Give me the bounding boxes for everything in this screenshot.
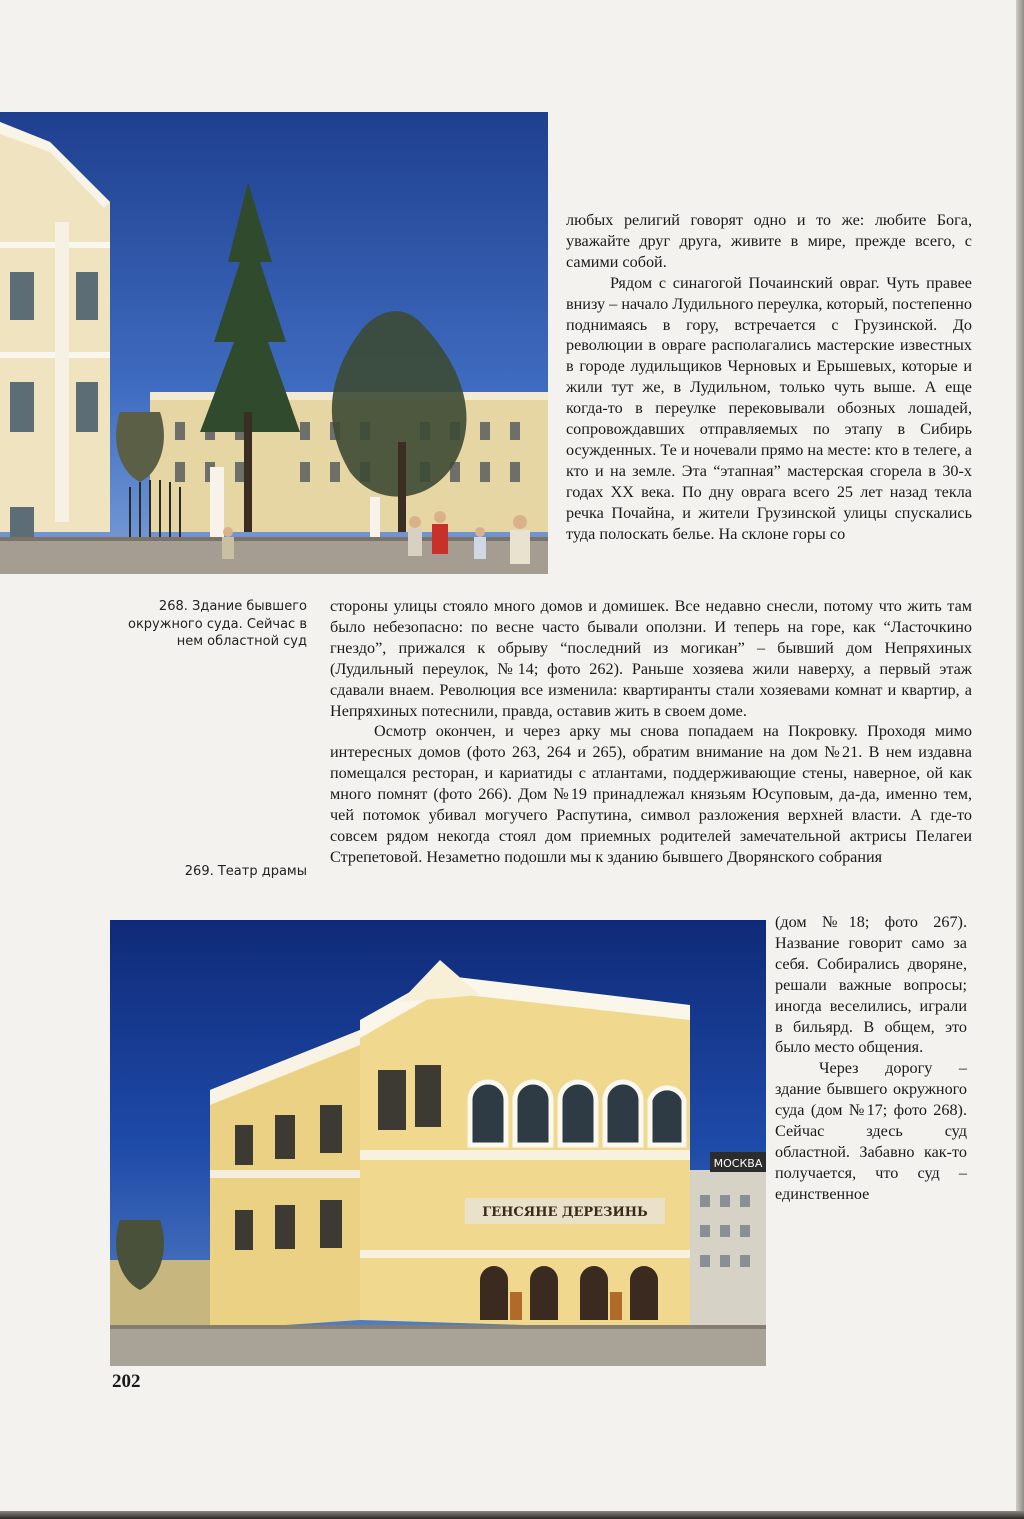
page-edge-shadow — [1016, 0, 1024, 1519]
paragraph-pochainsky-ravine: Рядом с синагогой Почаинский овраг. Чуть правее внизу – начало Лудильного переулка, который, постепенно поднимаясь в гору, встречается с Грузинской. До революции в овраге располагались мастерские известных в городе лудильщиков Черновых и Ерышевых, которые и жили тут же, в Лудильном, только чуть выше. А еще когда-то в переулке перековывали обозных лошадей, сопровождавших отправляемых по этапу в Сибирь осужденных. Те и ночевали прямо на месте: кто в телеге, а кто и на земле. Эта “этапная” мастерская сгорела в 30-х годах XX века. По дну оврага всего 25 лет назад текла речка Почайна, и жители Грузинской улицы спускались туда полоскать белье. На склоне горы со — [566, 273, 972, 543]
paragraph-district-court: Через дорогу – здание бывшего окружного суда (дом №17; фото 268). Сейчас здесь суд областной. Забавно как-то получается, что суд – единственное — [775, 1059, 967, 1203]
court-building-photo — [0, 112, 548, 574]
page-number: 202 — [112, 1371, 141, 1392]
theatre-sign-text: ГЕНСЯНЕ ДЕРЕЗИНЬ — [482, 1205, 648, 1220]
wide-text-column — [330, 596, 972, 868]
court-building-illustration — [0, 112, 548, 574]
paragraph-noble-assembly: (дом №18; фото 267). Название говорит само за себя. Собирались дворяне, решали важные вопросы; иногда веселились, играли в бильярд. В общем, это было место общения. — [775, 913, 967, 1057]
photo-caption-theatre: 269. Театр драмы — [184, 864, 307, 879]
photo-caption-court: 268. Здание бывшего окружного суда. Сейчас в нем областной суд — [127, 599, 307, 649]
theatre-building-illustration — [110, 920, 766, 1366]
theatre-building-photo — [110, 920, 766, 1366]
paragraph-nepryakhin-house: стороны улицы стояло много домов и домишек. Все недавно снесли, потому что жить там было небезопасно: по весне часто бывали оползни. И теперь на горе, как “Ласточкино гнездо”, прижался к обрыву “последний из могикан” – бывший дом Непряхиных (Лудильный переулок, №14; фото 262). Раньше хозяева жили наверху, а первый этаж сдавали внаем. Революция все изменила: квартиранты стали хозяевами комнат и квартир, а Непряхиных потеснили, правда, оставив жить в своем доме. — [330, 597, 972, 720]
page-bottom-edge — [0, 1511, 1024, 1519]
paragraph-religions: любых религий говорят одно и то же: любите Бога, уважайте друг друга, живите в мире, прежде всего, с самими собой. — [566, 211, 972, 271]
right-text-column — [566, 210, 972, 545]
narrow-text-column — [775, 912, 967, 1205]
billboard-text: МОСКВА — [713, 1157, 763, 1170]
paragraph-pokrovka-walk: Осмотр окончен, и через арку мы снова попадаем на Покровку. Проходя мимо интересных домов (фото 263, 264 и 265), обратим внимание на дом №21. В нем издавна помещался ресторан, и кариатиды с атлантами, поддерживающие стены, наверное, ой как много помнят (фото 266). Дом №19 принадлежал князьям Юсуповым, да-да, именно тем, чей потомок убивал могучего Распутина, символ разложения верхней власти. А где-то совсем рядом некогда стоял дом приемных родителей замечательной актрисы Пелагеи Стрепетовой. Незаметно подошли мы к зданию бывшего Дворянского собрания — [330, 722, 972, 866]
